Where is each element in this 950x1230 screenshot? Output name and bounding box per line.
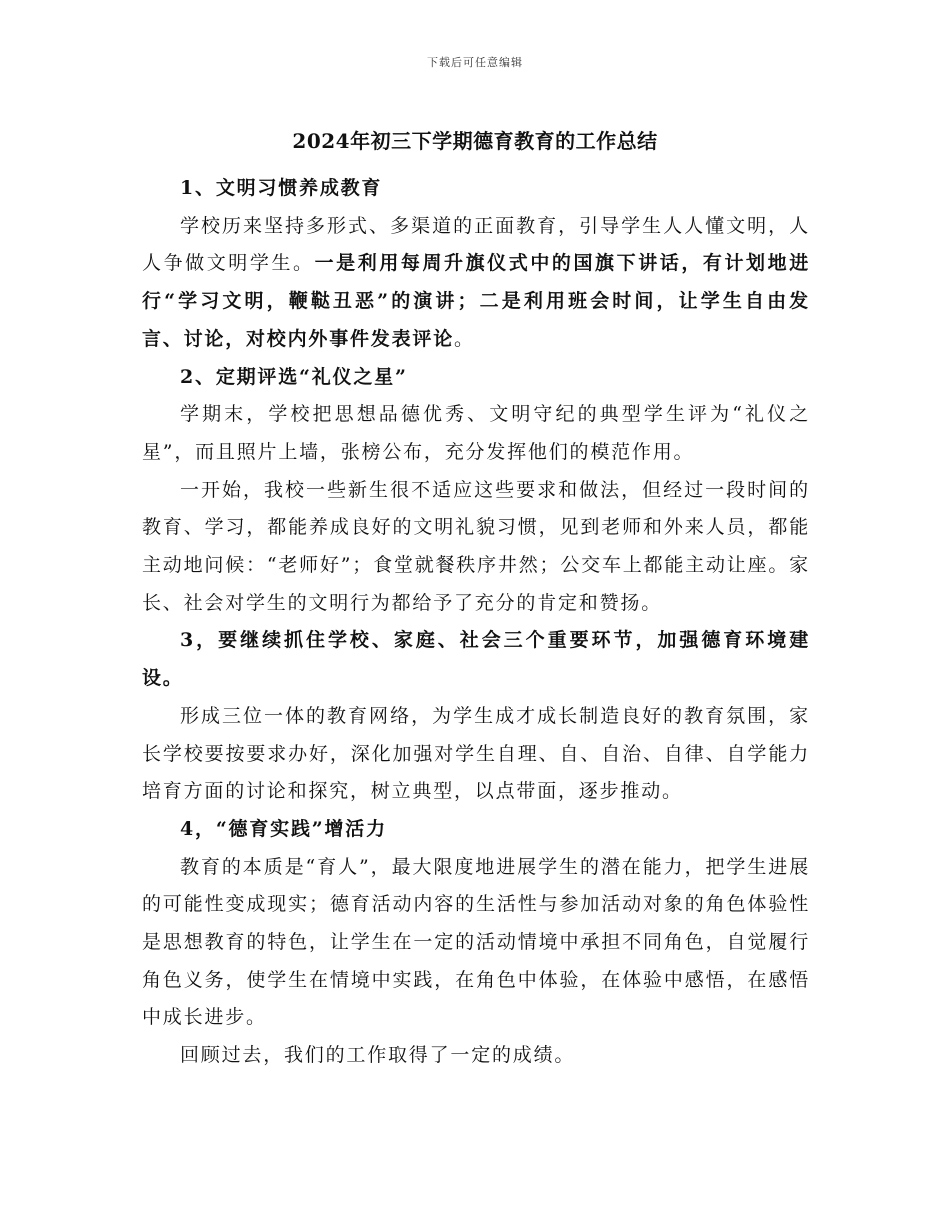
section-1-paragraph xyxy=(142,208,810,359)
section-1-end: 。 xyxy=(454,327,475,350)
section-3-paragraph: 形成三位一体的教育网络，为学生成才成长制造良好的教育氛围，家长学校要按要求办好，深化加强对学生自理、自、自治、自律、自学能力培育方面的讨论和探究，树立典型，以点带面，逐步推动。 xyxy=(142,704,810,803)
section-2-paragraph-1: 学期末，学校把思想品德优秀、文明守纪的典型学生评为“礼仪之星”，而且照片上墙，张榜公布，充分发挥他们的模范作用。 xyxy=(142,403,810,463)
document-body xyxy=(142,170,810,1075)
section-1-heading: 1、文明习惯养成教育 xyxy=(180,177,383,199)
section-3-heading: 3，要继续抓住学校、家庭、社会三个重要环节，加强德育环境建设。 xyxy=(142,629,810,690)
section-1-bold-text: 一是利用每周升旗仪式中的国旗下讲话，有计划地进行“学习文明，鞭鞑丑恶”的演讲；二是利用班会时间，让学生自由发言、讨论，对校内外事件发表评论 xyxy=(142,252,810,350)
header-note: 下载后可任意编辑 xyxy=(427,56,523,69)
section-4-paragraph-2: 回顾过去，我们的工作取得了一定的成绩。 xyxy=(180,1044,576,1067)
section-4-heading: 4，“德育实践”增活力 xyxy=(180,817,387,840)
section-2-heading: 2、定期评选“礼仪之星” xyxy=(180,365,408,388)
section-2-paragraph-2: 一开始，我校一些新生很不适应这些要求和做法，但经过一段时间的教育、学习，都能养成良好的文明礼貌习惯，见到老师和外来人员，都能主动地问候：“老师好”；食堂就餐秩序井然；公交车上都能主动让座。家长、社会对学生的文明行为都给予了充分的肯定和赞扬。 xyxy=(142,478,810,614)
document-title: 2024年初三下学期德育教育的工作总结 xyxy=(292,129,658,153)
section-1-text: 学校历来坚持多形式、多渠道的正面教育，引导学生人人懂文明，人人争做文明学生。 xyxy=(142,214,810,275)
section-4-paragraph-1: 教育的本质是“育人”，最大限度地进展学生的潜在能力，把学生进展的可能性变成现实；德育活动内容的生活性与参加活动对象的角色体验性是思想教育的特色，让学生在一定的活动情境中承担不同角色，自觉履行角色义务，使学生在情境中实践，在角色中体验，在体验中感悟，在感悟中成长进步。 xyxy=(142,855,810,1029)
